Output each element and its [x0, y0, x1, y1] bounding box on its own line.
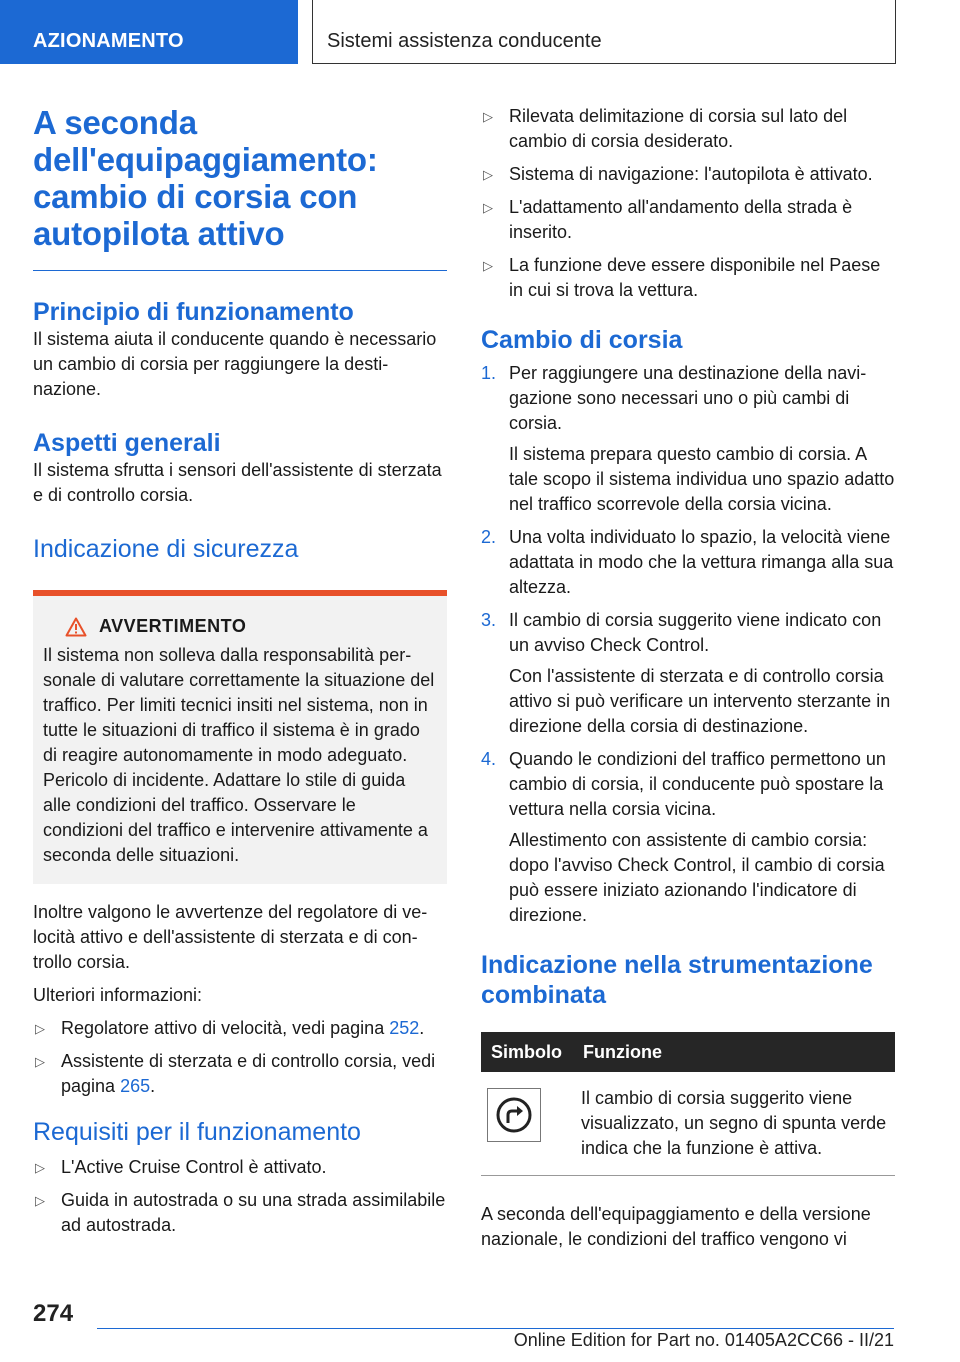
symbol-cell: [481, 1072, 573, 1176]
heading-cluster: Indicazione nella strumentazione combinata: [481, 951, 873, 1009]
page-header: [0, 0, 960, 66]
general-text: Il sistema sfrutta i sensori dell'assistente di sterzata e di controllo corsia.: [33, 460, 442, 505]
page-title: A seconda dell'equipaggiamento: cambio di corsia con autopilota attivo: [33, 104, 378, 252]
right-column: [481, 104, 895, 1252]
more-info-list: [33, 1016, 447, 1099]
warning-title: [43, 590, 437, 637]
page-link-265[interactable]: 265: [120, 1076, 151, 1096]
warning-text: Il sistema non solleva dalla responsabilità personale di valutare correttamente la situazione del traffico. Per limiti tecnici insiti nel sistema, non in tutte le situazioni di traffico il sistema è in grado di reagire autonomamente in modo adeguato. Pericolo di incidente. Adattare lo stile di guida alle condizioni del traffico. Osservare le condizioni del traffico e intervenire attivamente a seconda delle situazioni.: [43, 645, 435, 865]
triangle-bullet-icon: ▷: [35, 1021, 45, 1036]
closing-text: A seconda dell'equipaggiamento e della versione nazionale, le condizioni del traffico vengono vi: [481, 1204, 871, 1249]
list-item: ▷ Guida in autostrada o su una strada assimilabile ad autostrada.: [35, 1190, 446, 1235]
column-header-symbol: Simbolo: [481, 1032, 573, 1072]
column-header-function: Funzione: [573, 1032, 895, 1072]
list-item: 1. Per raggiungere una destinazione della navigazione sono necessari uno o più cambi di corsia. Il sistema prepara questo cambio di corsia. A tale scopo il sistema individua uno spazio adatto nel traffico scorrevole della corsia vicina.: [481, 363, 895, 514]
triangle-bullet-icon: ▷: [35, 1054, 45, 1069]
list-item: ▷ Sistema di navigazione: l'autopilota è attivato.: [481, 162, 895, 187]
triangle-bullet-icon: ▷: [483, 109, 493, 124]
triangle-bullet-icon: ▷: [483, 200, 493, 215]
also-valid-text: Inoltre valgono le avvertenze del regolatore di velocità attivo e dell'assistente di sterzata e di controllo corsia.: [33, 902, 428, 972]
footer-divider: [97, 1328, 894, 1329]
triangle-bullet-icon: ▷: [35, 1160, 45, 1175]
triangle-bullet-icon: ▷: [35, 1193, 45, 1208]
triangle-bullet-icon: ▷: [483, 167, 493, 182]
heading-principle: Principio di funzionamento: [33, 298, 354, 326]
left-column: [33, 100, 447, 1246]
warning-bar: [33, 590, 447, 596]
principle-text: Il sistema aiuta il conducente quando è necessario un cambio di corsia per raggiungere la destinazione.: [33, 329, 437, 399]
list-item: 2. Una volta individuato lo spazio, la velocità viene adattata in modo che la vettura rimanga alla sua altezza.: [481, 527, 894, 597]
list-item: ▷ Regolatore attivo di velocità, vedi pagina 252.: [33, 1016, 447, 1041]
list-item: ▷ Rilevata delimitazione di corsia sul lato del cambio di corsia desiderato.: [483, 106, 848, 151]
chapter-title: Sistemi assistenza conducente: [312, 0, 896, 64]
table-row: [481, 1072, 895, 1176]
list-item: ▷ L'Active Cruise Control è attivato.: [33, 1155, 447, 1180]
list-item: ▷ L'adattamento all'andamento della strada è inserito.: [483, 197, 853, 242]
symbol-table: [481, 1032, 895, 1176]
warning-box: [33, 590, 447, 884]
section-tab[interactable]: AZIONAMENTO: [0, 0, 298, 64]
warning-triangle-icon: [65, 617, 87, 637]
table-header-row: [481, 1032, 895, 1072]
page-link-252[interactable]: 252: [389, 1018, 420, 1038]
list-item: 3. Il cambio di corsia suggerito viene indicato con un avviso Check Control. Con l'assistente di sterzata e di controllo corsia attivo si può verificare un intervento sterzante in direzione della corsia di destinazione.: [481, 610, 891, 736]
page-footer: [0, 1290, 960, 1362]
triangle-bullet-icon: ▷: [483, 258, 493, 273]
lane-change-steps: [481, 361, 895, 928]
more-info-label: Ulteriori informazioni:: [33, 985, 203, 1005]
list-item: ▷ La funzione deve essere disponibile nel Paese in cui si trova la vettura.: [483, 255, 881, 300]
heading-lane-change: Cambio di corsia: [481, 326, 683, 354]
heading-safety: Indicazione di sicurezza: [33, 535, 299, 563]
list-item: 4. Quando le condizioni del traffico permettono un cambio di corsia, il conducente può spostare la vettura nella corsia vicina. Allestimento con assistente di cambio corsia: dopo l'avviso Check Control, il cambio di corsia può essere iniziato azionando l'indicatore di direzione.: [481, 749, 886, 925]
lane-change-icon: [487, 1088, 541, 1142]
warning-title-text: AVVERTIMENTO: [99, 616, 247, 636]
heading-requirements: Requisiti per il funzionamento: [33, 1118, 361, 1146]
page-number: 274: [33, 1300, 74, 1327]
requirements-list-left: [33, 1155, 447, 1238]
edition-text: Online Edition for Part no. 01405A2CC66 - II/21: [513, 1330, 894, 1350]
requirements-list-right: [481, 104, 895, 303]
title-divider: [33, 270, 447, 271]
list-item: ▷ Assistente di sterzata e di controllo corsia, vedi pagina 265.: [35, 1051, 436, 1096]
function-cell: Il cambio di corsia suggerito viene visualizzato, un segno di spunta verde indica che la funzione è attiva.: [573, 1072, 895, 1176]
heading-general: Aspetti generali: [33, 429, 221, 457]
